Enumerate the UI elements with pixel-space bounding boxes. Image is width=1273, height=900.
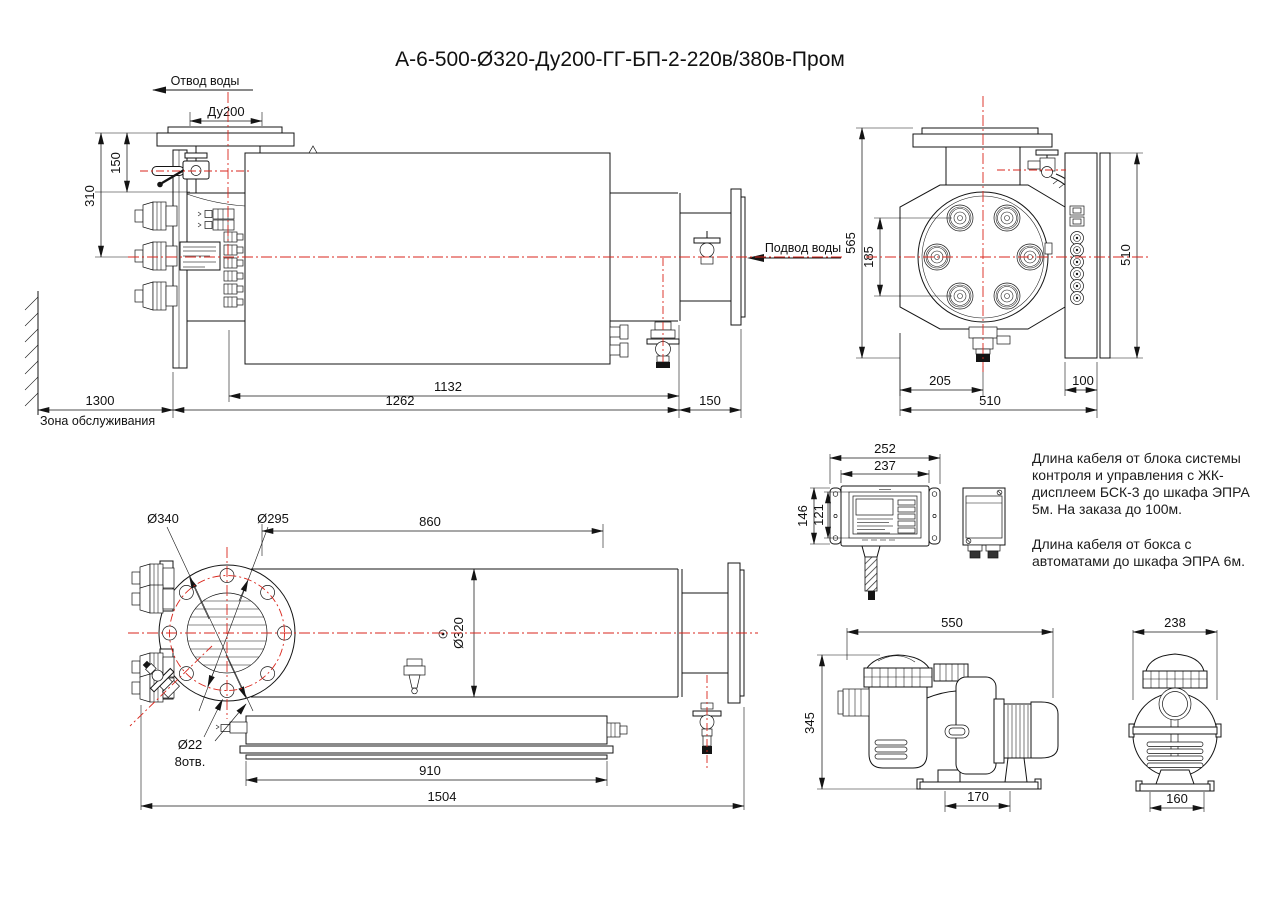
motor-end-cap bbox=[1031, 702, 1058, 758]
dim-d22: Ø22 bbox=[177, 737, 203, 752]
dim-100: 100 bbox=[1072, 373, 1094, 388]
strainer-lid-ring bbox=[864, 668, 932, 687]
dim-150-inlet: 150 bbox=[699, 393, 721, 408]
dim-121: 121 bbox=[811, 504, 826, 526]
pump-side-view bbox=[802, 615, 1058, 812]
dim-550: 550 bbox=[941, 615, 963, 630]
dim-510-right: 510 bbox=[1118, 244, 1133, 266]
dim-150: 150 bbox=[108, 152, 123, 174]
bottom-drain bbox=[969, 327, 1010, 362]
dim-170: 170 bbox=[967, 789, 989, 804]
dim-146: 146 bbox=[795, 505, 810, 527]
epra-cabinet bbox=[245, 153, 610, 364]
outlet-label: Отвод воды bbox=[170, 74, 240, 88]
page-title: А-6-500-Ø320-Ду200-ГГ-БП-2-220в/380в-Пром bbox=[395, 48, 845, 71]
end-view bbox=[843, 96, 1150, 418]
sampling-valve bbox=[694, 231, 720, 264]
dim-910: 910 bbox=[419, 763, 441, 778]
nameplate bbox=[180, 242, 220, 270]
dim-238: 238 bbox=[1164, 615, 1186, 630]
outlet-arrow bbox=[152, 87, 166, 94]
dim-du200: Ду200 bbox=[207, 104, 245, 119]
motor-foot bbox=[1005, 758, 1027, 782]
pump-inlet-port bbox=[843, 689, 869, 716]
dim-d340: Ø340 bbox=[147, 511, 179, 526]
cable bbox=[865, 557, 877, 591]
dim-310: 310 bbox=[82, 185, 97, 207]
motor-flange bbox=[994, 699, 1004, 763]
dim-d320: Ø320 bbox=[451, 617, 466, 649]
wall-hatch bbox=[25, 291, 38, 415]
dim-345: 345 bbox=[802, 712, 817, 734]
outlet-flange-face bbox=[922, 128, 1038, 134]
dim-1300: 1300 bbox=[85, 393, 115, 408]
outlet-label-group bbox=[152, 74, 253, 94]
plan-view bbox=[128, 511, 758, 810]
note-paragraph-2: Длина кабеля от бокса с автоматами до шкафа ЭПРА 6м. bbox=[1032, 536, 1245, 569]
dim-185: 185 bbox=[861, 246, 876, 268]
inlet-arrow bbox=[747, 254, 764, 262]
dim-237: 237 bbox=[874, 458, 896, 473]
crossbar bbox=[1133, 727, 1217, 734]
lid-dome-front bbox=[1146, 654, 1204, 671]
service-zone-label: Зона обслуживания bbox=[40, 414, 156, 428]
vent-symbol bbox=[309, 146, 317, 153]
connector-column bbox=[224, 232, 243, 307]
thermo-sensor bbox=[404, 659, 425, 694]
cable-gland bbox=[862, 546, 880, 557]
dim-1504: 1504 bbox=[427, 789, 457, 804]
cable-notes bbox=[1032, 450, 1270, 588]
dim-860: 860 bbox=[419, 514, 441, 529]
note-paragraph-1: Длина кабеля от блока системы контроля и управления с ЖК-дисплеем БСК-3 до шкафа ЭПРА 5м. На заказа до 100м. bbox=[1032, 450, 1250, 517]
side-view bbox=[25, 74, 843, 428]
inlet-label: Подвод воды bbox=[764, 241, 842, 255]
pump-front-view bbox=[1129, 615, 1221, 812]
dim-8otv: 8отв. bbox=[174, 754, 206, 769]
dim-d295: Ø295 bbox=[257, 511, 289, 526]
pump-base bbox=[920, 782, 1038, 789]
ballast-tray bbox=[246, 716, 607, 744]
pump-foot bbox=[1140, 784, 1210, 791]
strainer-lid-dome bbox=[867, 655, 929, 668]
dim-510-bottom: 510 bbox=[979, 393, 1001, 408]
dim-1132: 1132 bbox=[434, 379, 462, 394]
dim-160: 160 bbox=[1166, 791, 1188, 806]
cable-connectors bbox=[198, 209, 234, 230]
dim-565: 565 bbox=[843, 232, 858, 254]
junction-box bbox=[963, 488, 1005, 558]
epra-cabinet-cover bbox=[1100, 153, 1110, 358]
box-connectors bbox=[610, 325, 628, 357]
outlet-flange-plate bbox=[913, 134, 1052, 147]
dim-1262: 1262 bbox=[385, 393, 415, 408]
lcd-display bbox=[856, 499, 893, 515]
control-unit-detail bbox=[795, 441, 940, 600]
inlet-label-group bbox=[747, 241, 841, 262]
dim-205: 205 bbox=[929, 373, 951, 388]
dim-252: 252 bbox=[874, 441, 896, 456]
